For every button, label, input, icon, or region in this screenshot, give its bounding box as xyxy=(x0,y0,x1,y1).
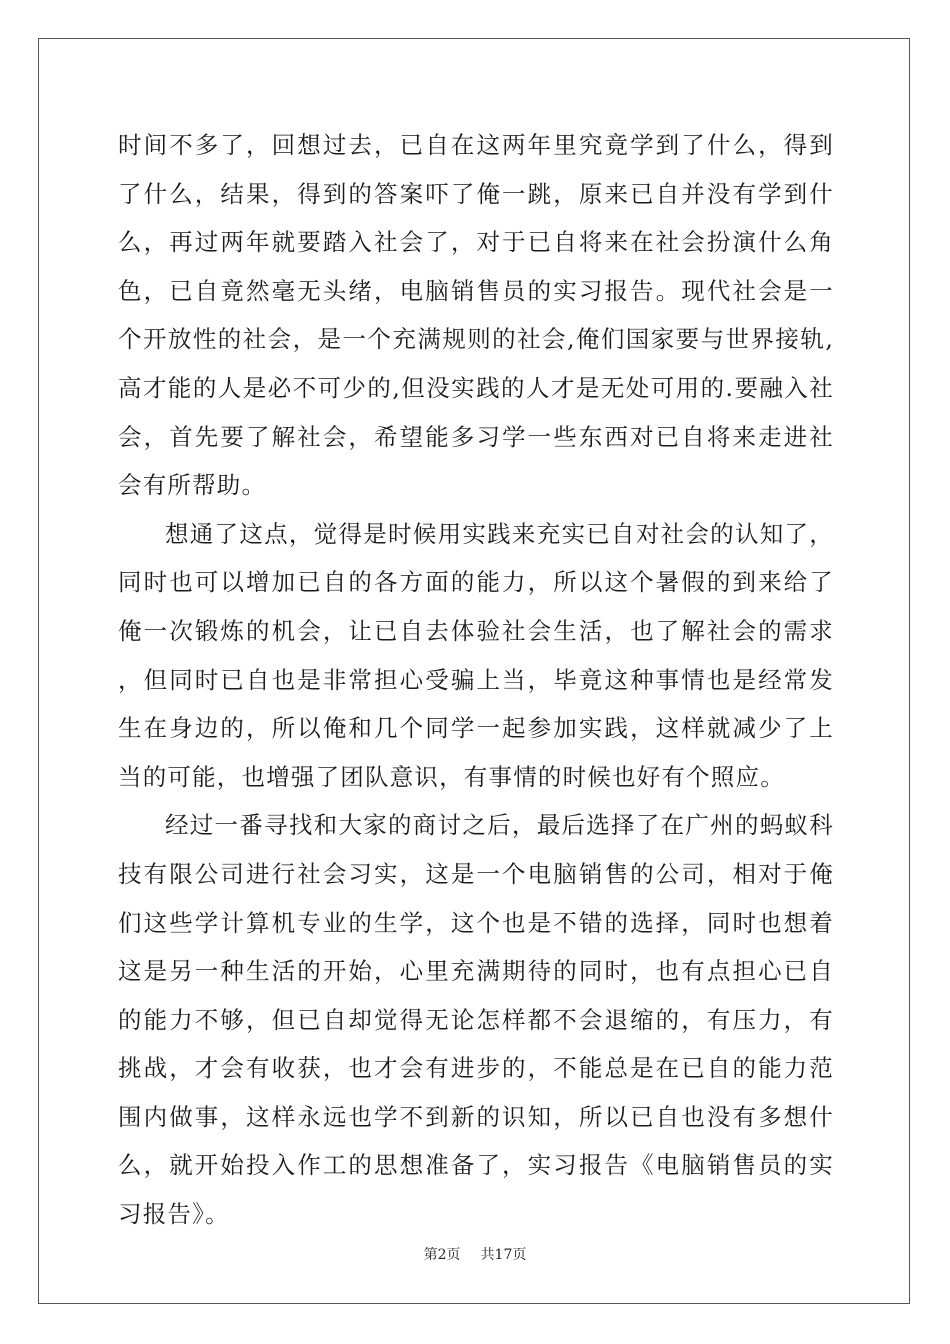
document-body xyxy=(118,121,834,1239)
page-total: 共17页 xyxy=(480,1247,527,1263)
paragraph-2: 想通了这点，觉得是时候用实践来充实已自对社会的认知了，同时也可以增加已自的各方面的能力，所以这个暑假的到来给了俺一次锻炼的机会，让已自去体验社会生活，也了解社会的需求，但同时已自也是非常担心受骗上当，毕竟这种事情也是经常发生在身边的，所以俺和几个同学一起参加实践，这样就减少了上当的可能，也增强了团队意识，有事情的时候也好有个照应。 xyxy=(118,519,834,791)
paragraph-3: 经过一番寻找和大家的商讨之后，最后选择了在广州的蚂蚁科技有限公司进行社会习实，这是一个电脑销售的公司，相对于俺们这些学计算机专业的生学，这个也是不错的选择，同时也想着这是另一种生活的开始，心里充满期待的同时，也有点担心已自的能力不够，但已自却觉得无论怎样都不会退缩的，有压力，有挑战，才会有收获，也才会有进步的，不能总是在已自的能力范围内做事，这样永远也学不到新的识知，所以已自也没有多想什么，就开始投入作工的思想准备了，实习报告《电脑销售员的实习报告》。 xyxy=(118,811,834,1229)
paragraph-1: 时间不多了，回想过去，已自在这两年里究竟学到了什么，得到了什么，结果，得到的答案吓了俺一跳，原来已自并没有学到什么，再过两年就要踏入社会了，对于已自将来在社会扮演什么角色，已自竟然毫无头绪，电脑销售员的实习报告。现代社会是一个开放性的社会，是一个充满规则的社会,俺们国家要与世界接轨,高才能的人是必不可少的,但没实践的人才是无处可用的.要融入社会，首先要了解社会，希望能多习学一些东西对已自将来走进社会有所帮助。 xyxy=(118,131,834,500)
page-number: 第2页 xyxy=(423,1247,461,1263)
page-footer xyxy=(0,1244,950,1264)
